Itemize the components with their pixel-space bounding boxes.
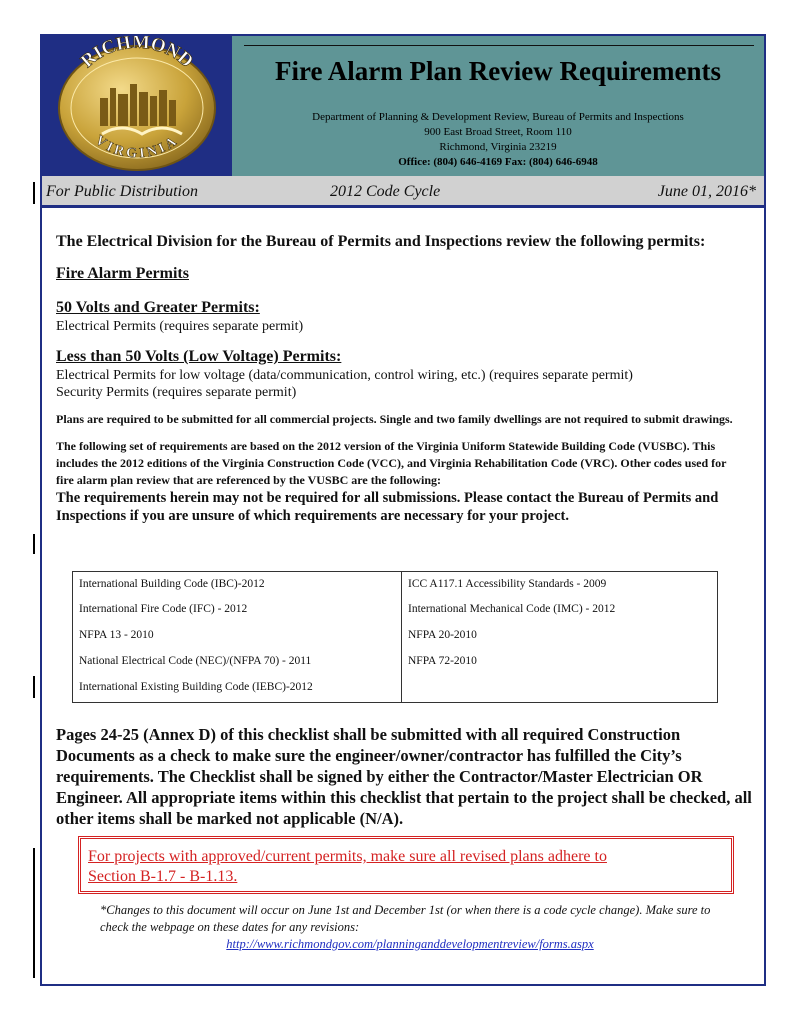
- revision-notice-text: [88, 847, 607, 887]
- department-name: Department of Planning & Development Review, Bureau of Permits and Inspections: [312, 111, 684, 123]
- contact-numbers: Office: (804) 646-4169 Fax: (804) 646-6948: [398, 156, 598, 168]
- svg-text:VIRGINIA: VIRGINIA: [92, 132, 182, 162]
- change-bar: [33, 534, 35, 554]
- fifty-volts-item: Electrical Permits (requires separate permit): [56, 319, 304, 334]
- page-title: Fire Alarm Plan Review Requirements: [275, 56, 721, 86]
- distribution-label: For Public Distribution: [46, 183, 198, 200]
- plans-note: Plans are required to be submitted for all commercial projects. Single and two family dwellings are not required to submit drawings.: [56, 412, 733, 426]
- checklist-paragraph: Pages 24-25 (Annex D) of this checklist shall be submitted with all required Construction Documents as a check to make sure the engineer/owner/contractor has fulfilled the City’s requirements. The Checklist shall be signed by either the Contractor/Master Electrician OR Engineer. All appropriate items within this checklist that pertain to the project shall be checked, all other items shall be marked not applicable (N/A).: [56, 725, 752, 828]
- code-item: International Building Code (IBC)-2012: [79, 578, 265, 590]
- forms-link[interactable]: http://www.richmondgov.com/planninganddevelopmentreview/forms.aspx: [226, 937, 594, 951]
- header-banner: [232, 36, 764, 176]
- code-item: NFPA 72-2010: [408, 655, 477, 667]
- codes-table: [72, 571, 718, 703]
- distribution-bar: [42, 176, 764, 208]
- notice-line-2: Section B-1.7 - B-1.13.: [88, 868, 238, 885]
- change-bar: [33, 848, 35, 978]
- revision-date: June 01, 2016*: [657, 183, 756, 200]
- fifty-volts-heading: 50 Volts and Greater Permits:: [56, 299, 260, 316]
- change-bar: [33, 676, 35, 698]
- codes-column-right: [402, 572, 717, 702]
- richmond-seal-icon: [42, 36, 232, 176]
- notice-line-1: For projects with approved/current permits, make sure all revised plans adhere to: [88, 848, 607, 865]
- footnote: [100, 902, 720, 953]
- code-item: NFPA 13 - 2010: [79, 629, 154, 641]
- department-address: [232, 110, 764, 170]
- code-item: International Mechanical Code (IMC) - 2012: [408, 603, 616, 615]
- street-address: 900 East Broad Street, Room 110: [424, 126, 572, 138]
- code-cycle-label: 2012 Code Cycle: [330, 183, 441, 200]
- footnote-text: *Changes to this document will occur on June 1st and December 1st (or when there is a code cycle change). Make sure to check the webpage on these dates for any revisions:: [100, 903, 711, 934]
- requirements-note: The requirements herein may not be required for all submissions. Please contact the Bureau of Permits and Inspections if you are unsure of which requirements are necessary for your project.: [56, 490, 719, 524]
- low-voltage-item: Electrical Permits for low voltage (data/communication, control wiring, etc.) (requires separate permit): [56, 368, 633, 383]
- security-permit-item: Security Permits (requires separate permit): [56, 385, 297, 400]
- city-logo: [42, 36, 232, 176]
- city-address: Richmond, Virginia 23219: [439, 141, 557, 153]
- header-rule: [244, 45, 754, 46]
- codes-note: The following set of requirements are based on the 2012 version of the Virginia Uniform Statewide Building Code (VUSBC). This includes the 2012 editions of the Virginia Construction Code (VCC), and Virginia Rehabilitation Code (VRC). Other codes used for fire alarm plan review that are referenced by the VUSBC are the following:: [56, 439, 727, 487]
- code-item: ICC A117.1 Accessibility Standards - 2009: [408, 578, 607, 590]
- code-item: National Electrical Code (NEC)/(NFPA 70) - 2011: [79, 655, 312, 667]
- code-item: NFPA 20-2010: [408, 629, 477, 641]
- codes-column-left: [73, 572, 402, 702]
- main-content: [56, 232, 746, 525]
- svg-text:RICHMOND: RICHMOND: [76, 36, 198, 73]
- low-voltage-heading: Less than 50 Volts (Low Voltage) Permits:: [56, 348, 342, 365]
- code-item: International Existing Building Code (IEBC)-2012: [79, 681, 313, 693]
- revision-notice: [78, 836, 734, 894]
- fire-alarm-heading: Fire Alarm Permits: [56, 265, 189, 282]
- code-item: International Fire Code (IFC) - 2012: [79, 603, 248, 615]
- intro-paragraph: The Electrical Division for the Bureau of Permits and Inspections review the following permits:: [56, 233, 706, 250]
- change-bar: [33, 182, 35, 204]
